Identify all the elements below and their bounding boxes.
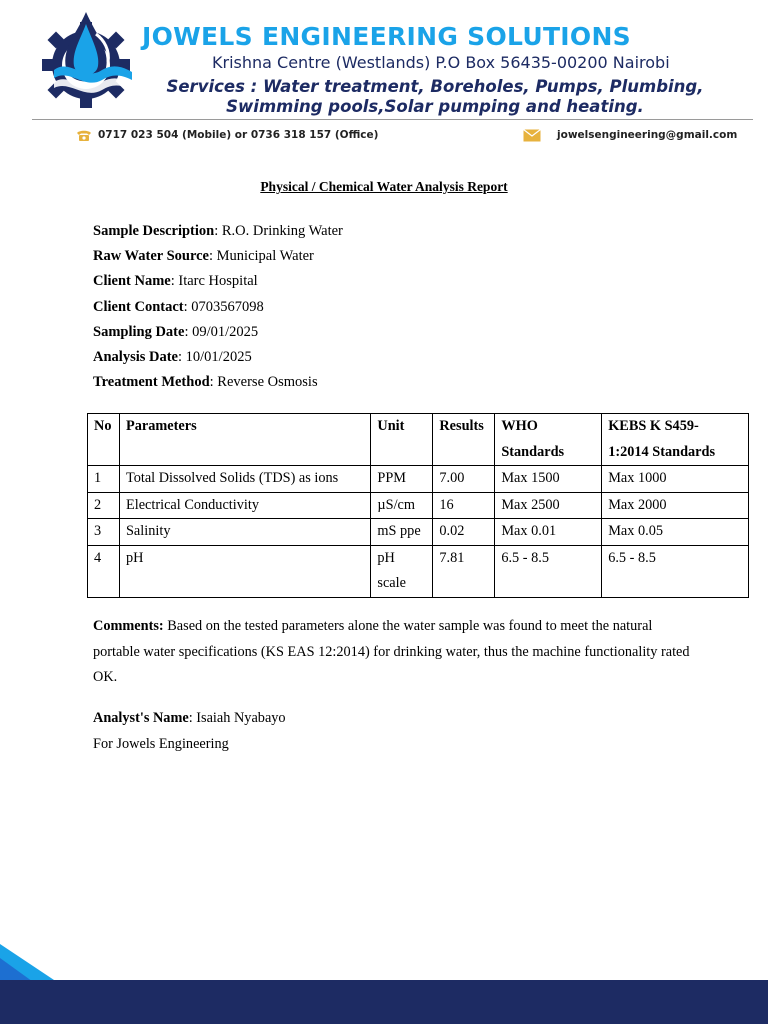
company-name: JOWELS ENGINEERING SOLUTIONS: [142, 22, 631, 51]
cell-kebs: Max 2000: [602, 492, 749, 519]
cell-parameter: pH: [119, 545, 370, 597]
cell-who: Max 2500: [495, 492, 602, 519]
header-results: Results: [433, 414, 495, 466]
email-address[interactable]: jowelsengineering@gmail.com: [557, 129, 738, 141]
for-company-line: For Jowels Engineering: [93, 735, 229, 752]
info-sampling-date: Sampling Date: 09/01/2025: [93, 323, 259, 340]
header-divider: [32, 119, 753, 120]
company-address: Krishna Centre (Westlands) P.O Box 56435-00200 Nairobi: [212, 53, 670, 72]
info-client-contact: Client Contact: 0703567098: [93, 298, 264, 315]
table-row: [88, 492, 749, 519]
cell-result: 7.00: [433, 466, 495, 493]
cell-unit: mS ppe: [371, 519, 433, 546]
info-client-name: Client Name: Itarc Hospital: [93, 273, 258, 290]
info-sample-description: Sample Description: R.O. Drinking Water: [93, 223, 343, 239]
cell-no: 2: [88, 492, 120, 519]
comments-paragraph: [93, 614, 693, 691]
footer-band: [0, 980, 768, 1024]
cell-no: 3: [88, 519, 120, 546]
info-raw-water-source: Raw Water Source: Municipal Water: [93, 248, 314, 265]
table-row: [88, 466, 749, 493]
cell-unit: pH scale: [371, 545, 433, 597]
services-line: [150, 77, 720, 117]
cell-kebs: Max 0.05: [602, 519, 749, 546]
cell-unit: PPM: [371, 466, 433, 493]
envelope-icon: [523, 129, 541, 142]
header-no: No: [88, 414, 120, 466]
comments-label: Comments:: [93, 618, 164, 634]
cell-who: 6.5 - 8.5: [495, 545, 602, 597]
cell-result: 7.81: [433, 545, 495, 597]
cell-no: 4: [88, 545, 120, 597]
services-line-1: Services : Water treatment, Boreholes, Pumps, Plumbing,: [166, 77, 704, 96]
report-title: Physical / Chemical Water Analysis Report: [260, 179, 508, 194]
header-kebs-standards: KEBS K S459- 1:2014 Standards: [602, 414, 749, 466]
results-table: [87, 413, 749, 598]
table-row: [88, 545, 749, 597]
cell-parameter: Salinity: [119, 519, 370, 546]
cell-result: 0.02: [433, 519, 495, 546]
cell-unit: µS/cm: [371, 492, 433, 519]
info-treatment-method: Treatment Method: Reverse Osmosis: [93, 374, 318, 391]
phone-icon: [76, 129, 92, 142]
footer-corner-accent: [0, 936, 70, 984]
cell-kebs: 6.5 - 8.5: [602, 545, 749, 597]
table-header-row: [88, 414, 749, 466]
cell-who: Max 1500: [495, 466, 602, 493]
sample-info: [93, 219, 343, 395]
info-analysis-date: Analysis Date: 10/01/2025: [93, 349, 252, 366]
services-line-2: Swimming pools,Solar pumping and heating.: [226, 97, 644, 116]
analyst-name: Analyst's Name: Isaiah Nyabayo: [93, 710, 286, 726]
header-parameters: Parameters: [119, 414, 370, 466]
cell-parameter: Electrical Conductivity: [119, 492, 370, 519]
cell-kebs: Max 1000: [602, 466, 749, 493]
cell-parameter: Total Dissolved Solids (TDS) as ions: [119, 466, 370, 493]
phone-numbers: 0717 023 504 (Mobile) or 0736 318 157 (Office): [98, 129, 379, 141]
cell-result: 16: [433, 492, 495, 519]
analyst-block: [93, 706, 286, 757]
logo-gear-drop-icon: [36, 10, 136, 110]
comments-text: Based on the tested parameters alone the water sample was found to meet the natural portable water specifications (KS EAS 12:2014) for drinking water, thus the machine functionality rated OK.: [93, 618, 690, 685]
cell-who: Max 0.01: [495, 519, 602, 546]
header-unit: Unit: [371, 414, 433, 466]
table-row: [88, 519, 749, 546]
header-who-standards: WHO Standards: [495, 414, 602, 466]
cell-no: 1: [88, 466, 120, 493]
